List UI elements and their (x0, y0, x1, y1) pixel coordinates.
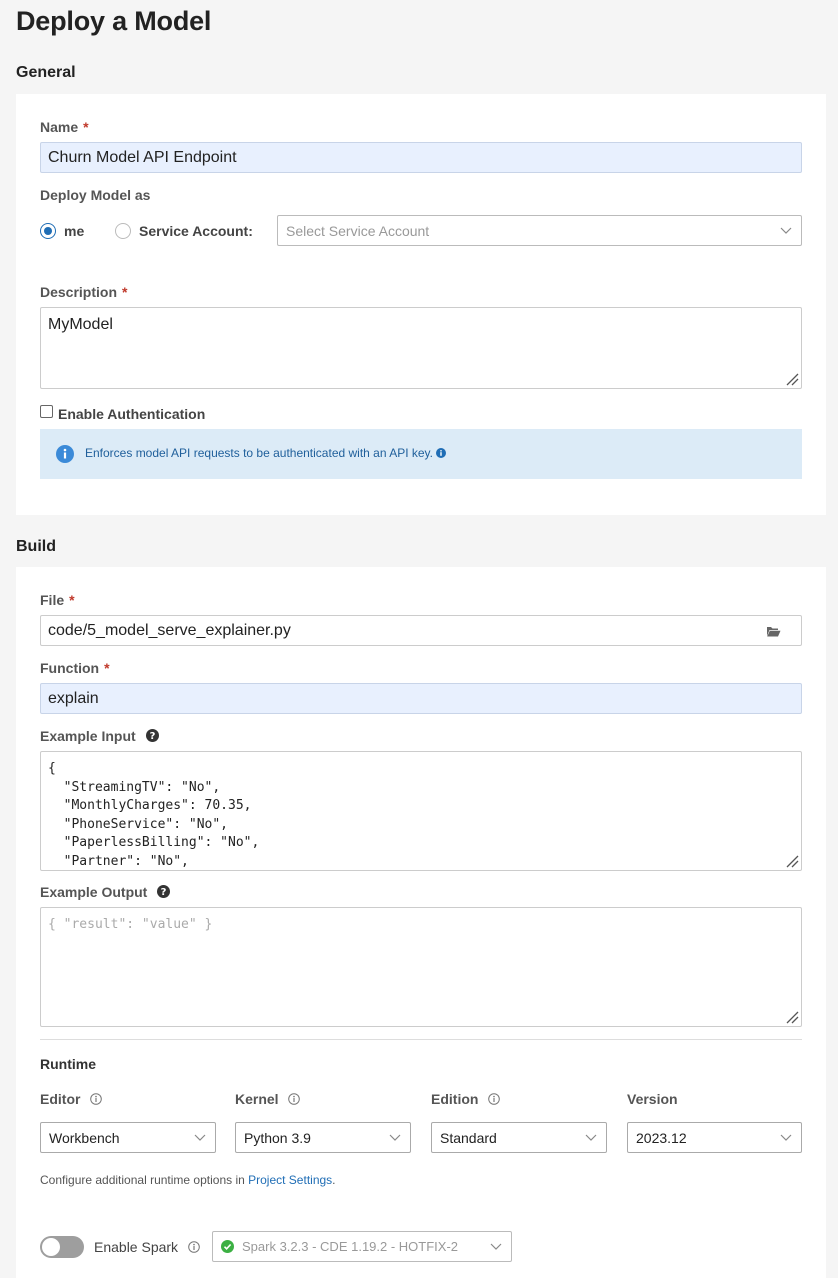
question-circle-icon[interactable] (146, 729, 159, 742)
build-section-title: Build (16, 538, 56, 555)
resize-handle-icon[interactable] (785, 372, 799, 386)
example-input-label: Example Input ? (40, 728, 159, 744)
folder-open-icon[interactable] (766, 626, 781, 637)
enable-auth-checkbox[interactable] (40, 405, 53, 418)
file-value: code/5_model_serve_explainer.py (48, 622, 291, 639)
description-field[interactable] (40, 307, 802, 389)
enable-spark-toggle[interactable] (40, 1236, 84, 1258)
file-label: File * (40, 592, 75, 608)
info-outline-icon[interactable] (288, 1093, 300, 1105)
editor-select[interactable] (40, 1122, 216, 1153)
required-marker: * (104, 660, 110, 676)
spark-version-value: Spark 3.2.3 - CDE 1.19.2 - HOTFIX-2 (242, 1239, 459, 1254)
description-label: Description * (40, 284, 128, 300)
chevron-down-icon (780, 1133, 792, 1143)
editor-label: Editor (40, 1091, 102, 1107)
radio-me[interactable] (40, 223, 56, 239)
info-outline-icon[interactable] (188, 1241, 200, 1253)
chevron-down-icon (490, 1242, 502, 1252)
configure-text: Configure additional runtime options in (40, 1173, 249, 1187)
info-small-icon[interactable] (436, 448, 446, 458)
required-marker: * (122, 284, 128, 300)
version-select[interactable] (627, 1122, 802, 1153)
chevron-down-icon (389, 1133, 401, 1143)
example-output-placeholder: { "result": "value" } (48, 917, 213, 932)
question-circle-icon[interactable] (157, 885, 170, 898)
general-section-title: General (16, 64, 76, 81)
editor-value: Workbench (49, 1130, 120, 1146)
radio-service-account[interactable] (115, 223, 131, 239)
chevron-down-icon (585, 1133, 597, 1143)
edition-select[interactable] (431, 1122, 607, 1153)
resize-handle-icon[interactable] (785, 854, 799, 868)
description-value: MyModel (48, 316, 113, 333)
example-input-field[interactable] (40, 751, 802, 871)
auth-info-text: Enforces model API requests to be authenticated with an API key. (85, 446, 433, 460)
example-output-label: Example Output ? (40, 884, 170, 900)
svg-text:?: ? (149, 731, 155, 743)
kernel-label: Kernel (235, 1091, 300, 1107)
info-circle-icon (56, 445, 74, 463)
function-field[interactable]: explain (40, 683, 802, 714)
name-field[interactable]: Churn Model API Endpoint (40, 142, 802, 173)
enable-spark-label: Enable Spark (94, 1239, 200, 1255)
spark-version-select[interactable] (212, 1231, 512, 1262)
svg-text:?: ? (160, 887, 167, 899)
function-label: Function * (40, 660, 110, 676)
resize-handle-icon[interactable] (785, 1010, 799, 1024)
version-label: Version (627, 1091, 678, 1107)
edition-value: Standard (440, 1130, 497, 1146)
version-value: 2023.12 (636, 1130, 687, 1146)
page-title: Deploy a Model (16, 6, 212, 36)
example-output-field[interactable] (40, 907, 802, 1027)
edition-label: Edition (431, 1091, 500, 1107)
example-input-code: { "StreamingTV": "No", "MonthlyCharges": 70.35, "PhoneService": "No", "PaperlessBilling": "No", "Partner": "No", (48, 761, 260, 869)
radio-service-account-label: Service Account: (139, 223, 253, 239)
service-account-placeholder: Select Service Account (286, 223, 430, 239)
deploy-as-label: Deploy Model as (40, 187, 151, 203)
name-label: Name * (40, 119, 89, 135)
configure-runtime-note (40, 1173, 336, 1187)
enable-auth-label: Enable Authentication (58, 406, 206, 422)
auth-info-box (40, 429, 802, 479)
required-marker: * (83, 119, 89, 135)
divider (40, 1039, 802, 1040)
info-outline-icon[interactable] (488, 1093, 500, 1105)
radio-me-label: me (64, 223, 85, 239)
file-field[interactable] (40, 615, 802, 646)
required-marker: * (69, 592, 75, 608)
chevron-down-icon (194, 1133, 206, 1143)
kernel-select[interactable] (235, 1122, 411, 1153)
info-outline-icon[interactable] (90, 1093, 102, 1105)
check-circle-icon (221, 1240, 234, 1253)
configure-suffix: . (332, 1173, 336, 1187)
chevron-down-icon (780, 226, 792, 236)
kernel-value: Python 3.9 (244, 1130, 311, 1146)
project-settings-link[interactable]: Project Settings (248, 1173, 333, 1187)
service-account-select[interactable] (277, 215, 802, 246)
runtime-title: Runtime (40, 1056, 96, 1072)
